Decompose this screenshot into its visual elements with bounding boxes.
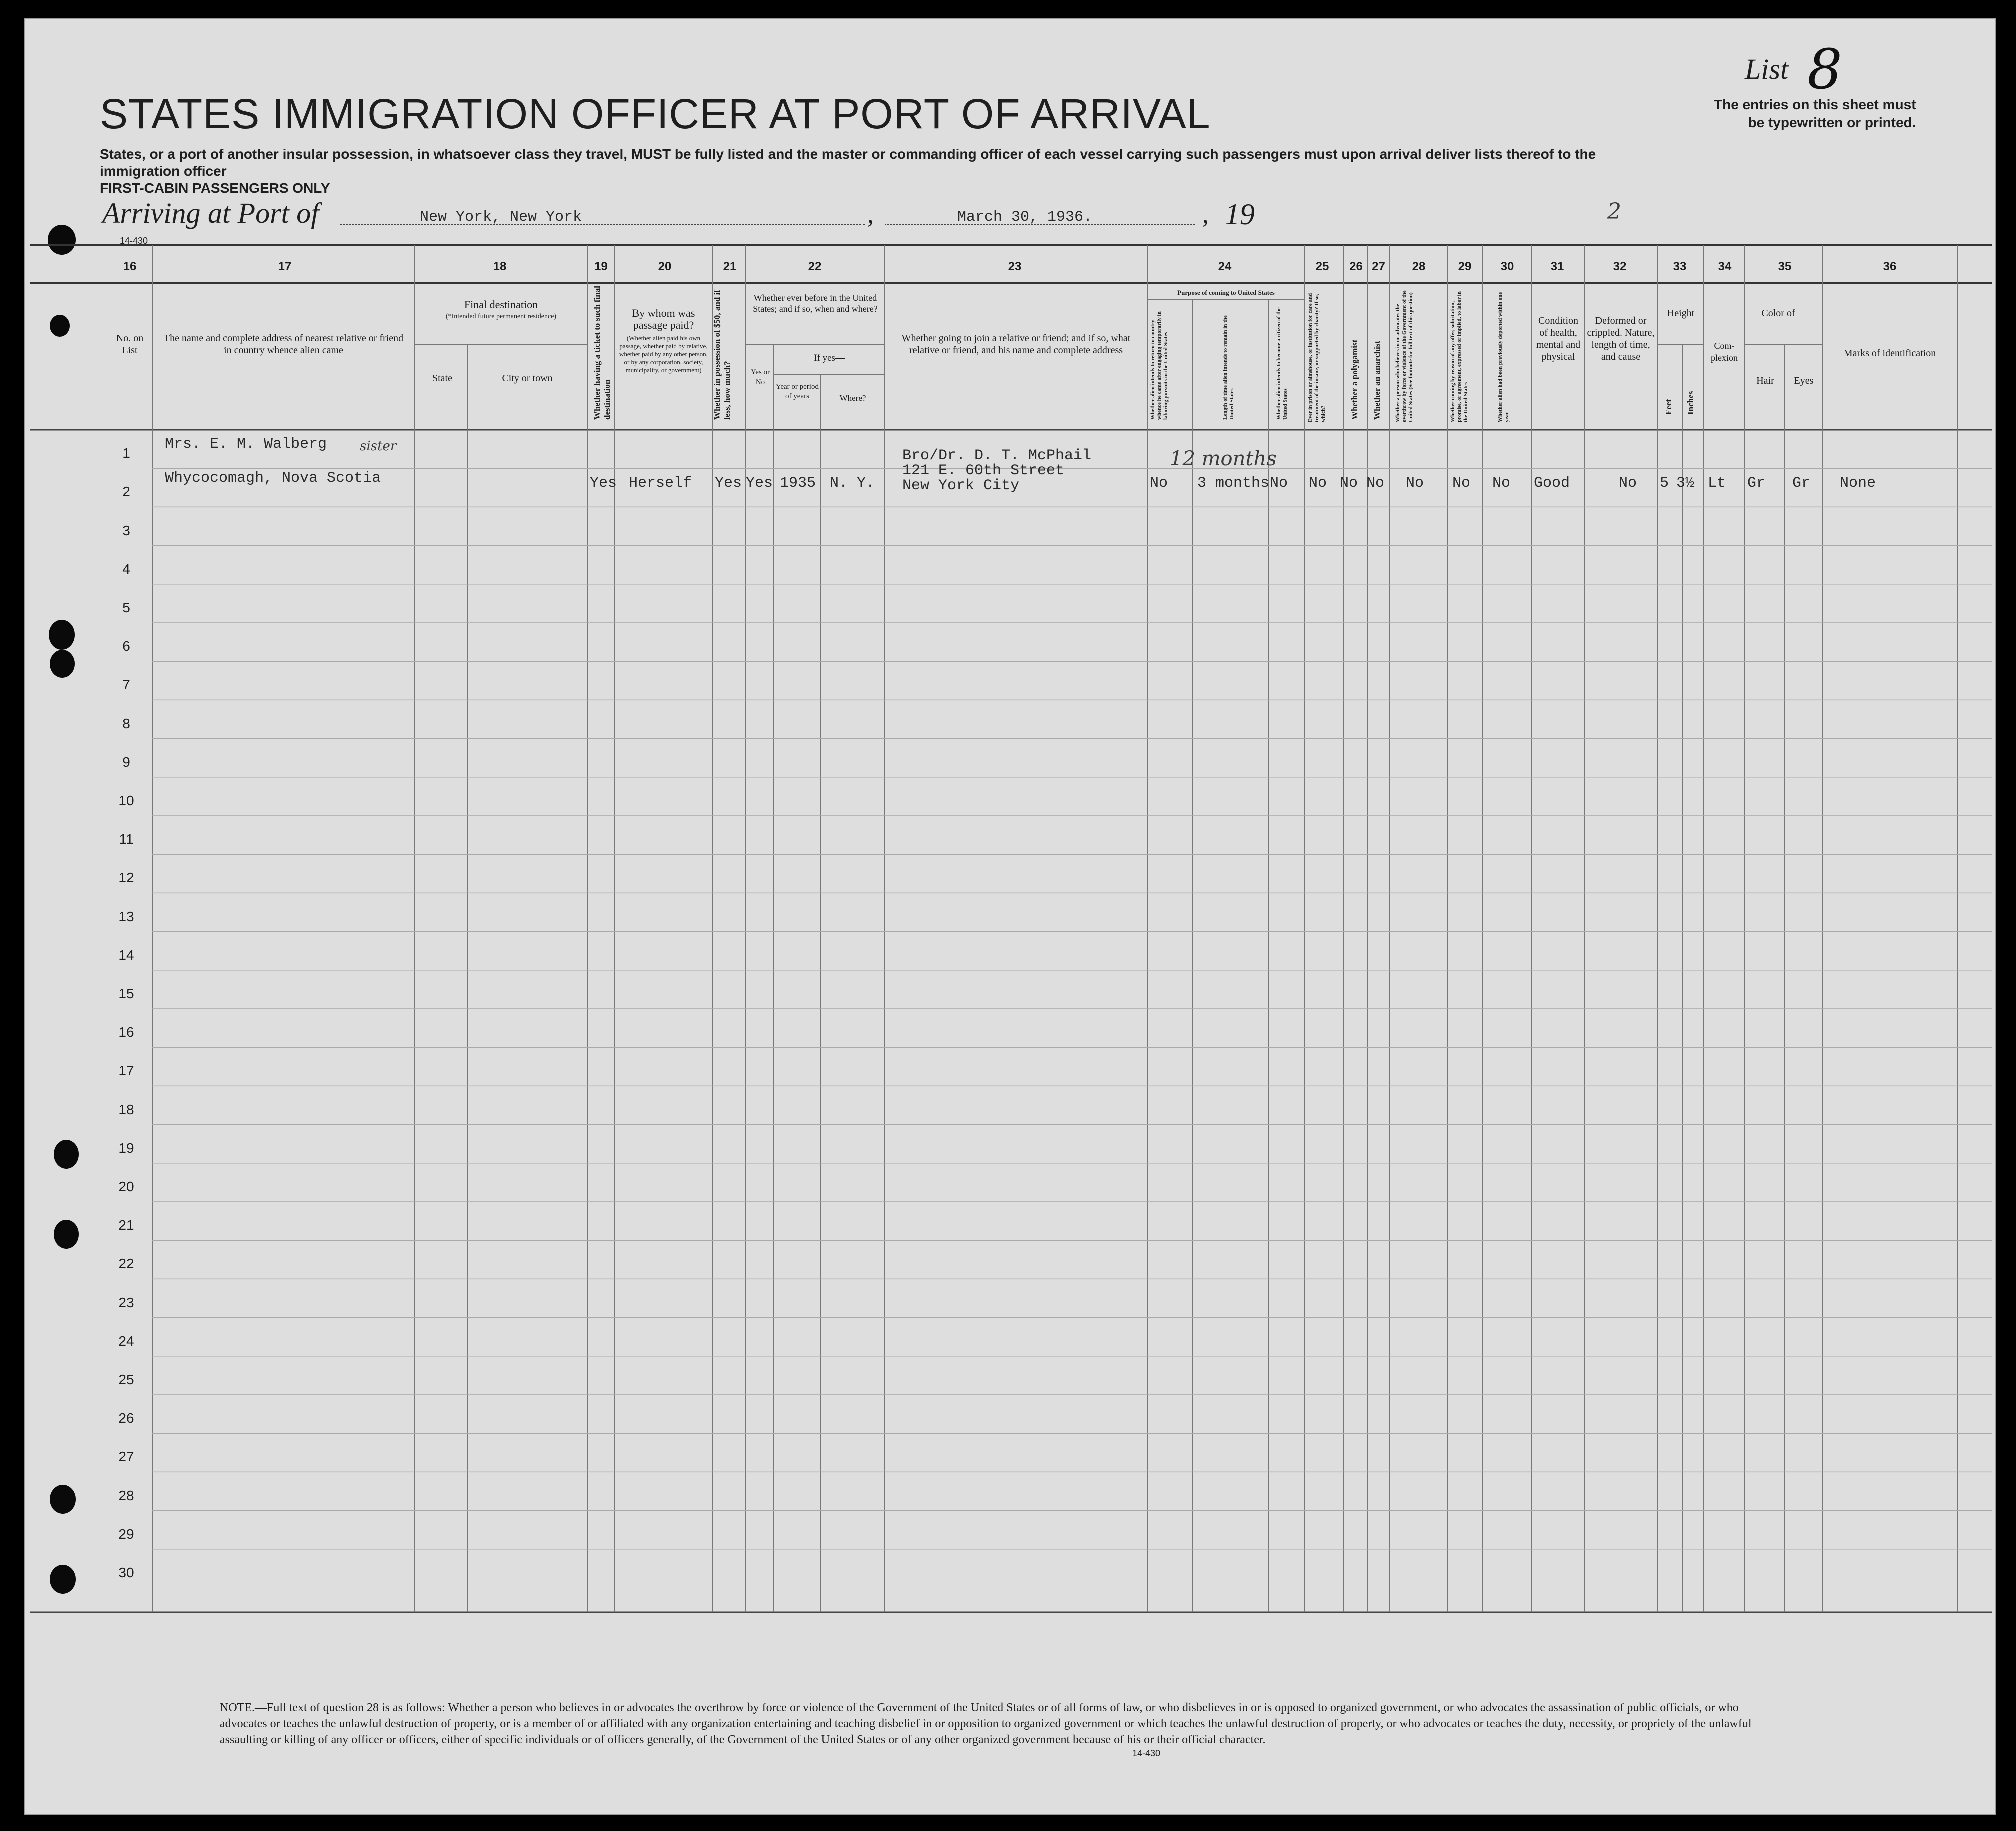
year-prefix: 19 (1225, 198, 1255, 231)
header-polygamist: Whether a polygamist (1350, 339, 1359, 420)
row-number: 14 (118, 947, 134, 963)
row-number: 24 (118, 1333, 134, 1349)
ticket-value: Yes (590, 475, 617, 492)
row-number: 16 (118, 1024, 134, 1040)
header-purpose-c: Whether alien intends to become a citizen of the United States (1276, 307, 1288, 420)
purpose-b-note: 12 months (1170, 447, 1277, 470)
header-eyes: Eyes (1794, 375, 1814, 386)
ever-before-value: Yes (746, 475, 773, 492)
header-purpose: Purpose of coming to United States (1177, 289, 1275, 296)
feet-value: 5 (1660, 475, 1669, 492)
column-number: 35 (1778, 260, 1792, 273)
column-number: 27 (1372, 260, 1385, 273)
header-condition: Condition of health, mental and physical (1536, 315, 1581, 362)
column-number: 18 (493, 260, 507, 273)
date-value: March 30, 1936. (957, 209, 1093, 226)
header-offer: Whether coming by reason of any offer, solicitation, promise, or agreement, expressed or implied, to labor in the United States (1450, 291, 1469, 422)
header-inches: Inches (1686, 391, 1695, 415)
date-separator: , (867, 200, 874, 229)
entries-note-line: be typewritten or printed. (1748, 115, 1916, 130)
entries-note-line: The entries on this sheet must (1714, 97, 1916, 112)
row-number: 30 (118, 1565, 134, 1580)
column-number: 21 (723, 260, 737, 273)
header-anarchist: Whether an anarchist (1372, 340, 1382, 420)
row-number: 23 (118, 1294, 134, 1310)
row-number: 19 (118, 1140, 134, 1156)
row-number: 15 (118, 986, 134, 1001)
header-if-yes: If yes— (814, 353, 845, 363)
column-number: 31 (1550, 260, 1564, 273)
hair-value: Gr (1747, 475, 1766, 492)
header-prison: Ever in prison or almshouse, or institution for care and treatment of the insane, or supported by charity? If so, which? (1307, 293, 1326, 422)
header-passage-paid-note: (Whether alien paid his own passage, whether paid by relative, whether paid by any other person, or by any corporation, society, municipality, or government) (619, 334, 708, 374)
header-color-of: Color of— (1761, 308, 1805, 319)
row-number: 22 (118, 1256, 134, 1272)
row-number: 12 (118, 870, 134, 886)
column-number: 33 (1673, 260, 1687, 273)
polygamist-value: No (1340, 475, 1358, 492)
year-value: 1935 (780, 475, 816, 492)
header-final-destination (417, 299, 585, 323)
deformed-value: No (1619, 475, 1637, 492)
header-ticket: Whether having a ticket to such final destination (592, 286, 612, 420)
header-where: Where? (839, 393, 866, 403)
marks-value: None (1840, 475, 1876, 492)
row-number: 17 (118, 1063, 134, 1079)
column-number: 34 (1718, 260, 1732, 273)
list-label: List (1745, 53, 1789, 85)
row-number: 18 (118, 1101, 134, 1117)
column-number: 24 (1218, 260, 1232, 273)
offer-value: No (1452, 475, 1471, 492)
column-number: 28 (1412, 260, 1426, 273)
header-final-destination-title: Final destination (464, 298, 538, 311)
column-number: 30 (1500, 260, 1514, 273)
condition-value: Good (1534, 475, 1570, 492)
header-overthrow: Whether a person who believes in or advocates the overthrow by force or violence of the Government of the United States (See footnote for full text of this question) (1395, 290, 1414, 422)
header-passage-paid (617, 307, 710, 374)
column-number: 25 (1315, 260, 1329, 273)
row-number: 11 (119, 831, 134, 847)
header-passage-paid-title: By whom was passage paid? (632, 307, 695, 331)
eyes-value: Gr (1792, 475, 1811, 492)
row-number: 4 (122, 561, 130, 577)
header-no-on-list: No. on List (116, 333, 144, 356)
header-purpose-a: Whether alien intends to return to country whence he came after engaging temporarily in laboring pursuits in the United States (1150, 311, 1169, 420)
header-possession-50: Whether in possession of $50, and if less, how much? (712, 290, 732, 420)
header-deported: Whether alien had been previously deported within one year (1497, 292, 1510, 422)
row-number: 25 (118, 1372, 134, 1387)
joining-line-1: Bro/Dr. D. T. McPhail (902, 447, 1092, 464)
column-number: 22 (808, 260, 822, 273)
column-number: 32 (1613, 260, 1627, 273)
relative-name: Mrs. E. M. Walberg (165, 436, 327, 453)
column-number: 29 (1458, 260, 1472, 273)
row-number: 1 (122, 445, 130, 461)
port-value: New York, New York (420, 209, 582, 226)
joining-line-2: 121 E. 60th Street (902, 462, 1065, 479)
column-number: 19 (594, 260, 608, 273)
column-number: 17 (278, 260, 292, 273)
row-number: 27 (118, 1449, 134, 1465)
column-number: 20 (658, 260, 672, 273)
row-number: 7 (122, 677, 130, 693)
row-number: 9 (122, 754, 130, 770)
header-height: Height (1667, 308, 1695, 319)
purpose-b-value: 3 months (1197, 475, 1270, 492)
header-year-period: Year or period of years (776, 383, 819, 400)
form-code-bottom: 14-430 (1132, 1748, 1161, 1758)
page-title: STATES IMMIGRATION OFFICER AT PORT OF ARRIVAL (100, 90, 1211, 137)
column-number: 16 (123, 260, 137, 273)
passage-paid-value: Herself (629, 475, 692, 492)
header-final-destination-note: (*Intended future permanent residence) (445, 313, 557, 320)
header-nearest-relative: The name and complete address of nearest relative or friend in country whence alien came (163, 333, 404, 356)
row-number: 29 (118, 1526, 134, 1542)
subtitle-line: FIRST-CABIN PASSENGERS ONLY (100, 180, 330, 196)
row-number: 28 (118, 1487, 134, 1503)
header-yes-no: Yes or No (750, 368, 770, 386)
year-separator: , (1202, 200, 1209, 229)
complexion-value: Lt (1708, 475, 1726, 492)
header-joining-relative: Whether going to join a relative or friend; and if so, what relative or friend, and his name and complete address (901, 333, 1131, 356)
row-number: 2 (122, 484, 130, 500)
row-number: 6 (122, 638, 130, 654)
row-number: 3 (122, 522, 130, 538)
where-value: N. Y. (830, 475, 875, 492)
row-number: 26 (118, 1410, 134, 1426)
subtitle-line: States, or a port of another insular possession, in whatsoever class they travel, MUST be fully listed and the master or commanding officer of each vessel carrying such passengers must upon arrival deliver lists thereof to the immigration officer (100, 146, 1596, 179)
row-number: 8 (122, 715, 130, 731)
header-deformed: Deformed or crippled. Nature, length of time, and cause (1587, 315, 1655, 362)
arriving-label: Arriving at Port of (102, 197, 319, 229)
relative-address: Whycocomagh, Nova Scotia (165, 470, 381, 487)
purpose-c-value: No (1270, 475, 1288, 492)
prison-value: No (1309, 475, 1327, 492)
row-number: 13 (118, 908, 134, 924)
row-number: 20 (118, 1179, 134, 1194)
header-ever-before: Whether ever before in the United States; and if so, when and where? (753, 293, 878, 314)
column-number: 26 (1349, 260, 1363, 273)
inches-value: 3½ (1676, 475, 1695, 492)
header-complexion: Com- plexion (1711, 341, 1738, 363)
row-number: 10 (118, 793, 134, 808)
header-feet: Feet (1664, 399, 1673, 415)
row-number: 21 (118, 1217, 134, 1233)
header-state: State (432, 373, 452, 384)
header-hair: Hair (1756, 375, 1774, 386)
purpose-a-value: No (1150, 475, 1168, 492)
footnote: NOTE.—Full text of question 28 is as follows: Whether a person who believes in or advocates the overthrow by force or violence of the Government of the United States or of all forms of law, or who disbelieves in or is opposed to organized government, or who advocates the assassination of public officials, or who advocates or teaches the unlawful destruction of property, or is a member of or affiliated with any organization entertaining and teaching disbelief in or opposition to organized government or which teaches the unlawful destruction of property, or who advocates or teaches the duty, necessity, or propriety of the unlawful assaulting or killing of any officer or officers, either of specific individuals or of officers generally, of the Government of the United States or of any other organized government because of his or their official character. (220, 1701, 1752, 1746)
column-number: 36 (1883, 260, 1897, 273)
anarchist-value: No (1366, 475, 1385, 492)
overthrow-value: No (1406, 475, 1424, 492)
relative-note: sister (360, 439, 397, 454)
row-number: 5 (122, 600, 130, 615)
list-number: 8 (1807, 37, 1842, 101)
possession-value: Yes (715, 475, 742, 492)
deported-value: No (1492, 475, 1511, 492)
joining-line-3: New York City (902, 477, 1020, 494)
column-number: 23 (1008, 260, 1022, 273)
header-city-or-town: City or town (502, 373, 553, 384)
page-mark: 2 (1607, 199, 1621, 224)
form-code: 14-430 (120, 236, 148, 246)
header-purpose-b: Length of time alien intends to remain in the United States (1222, 315, 1235, 420)
header-marks: Marks of identification (1843, 348, 1936, 359)
